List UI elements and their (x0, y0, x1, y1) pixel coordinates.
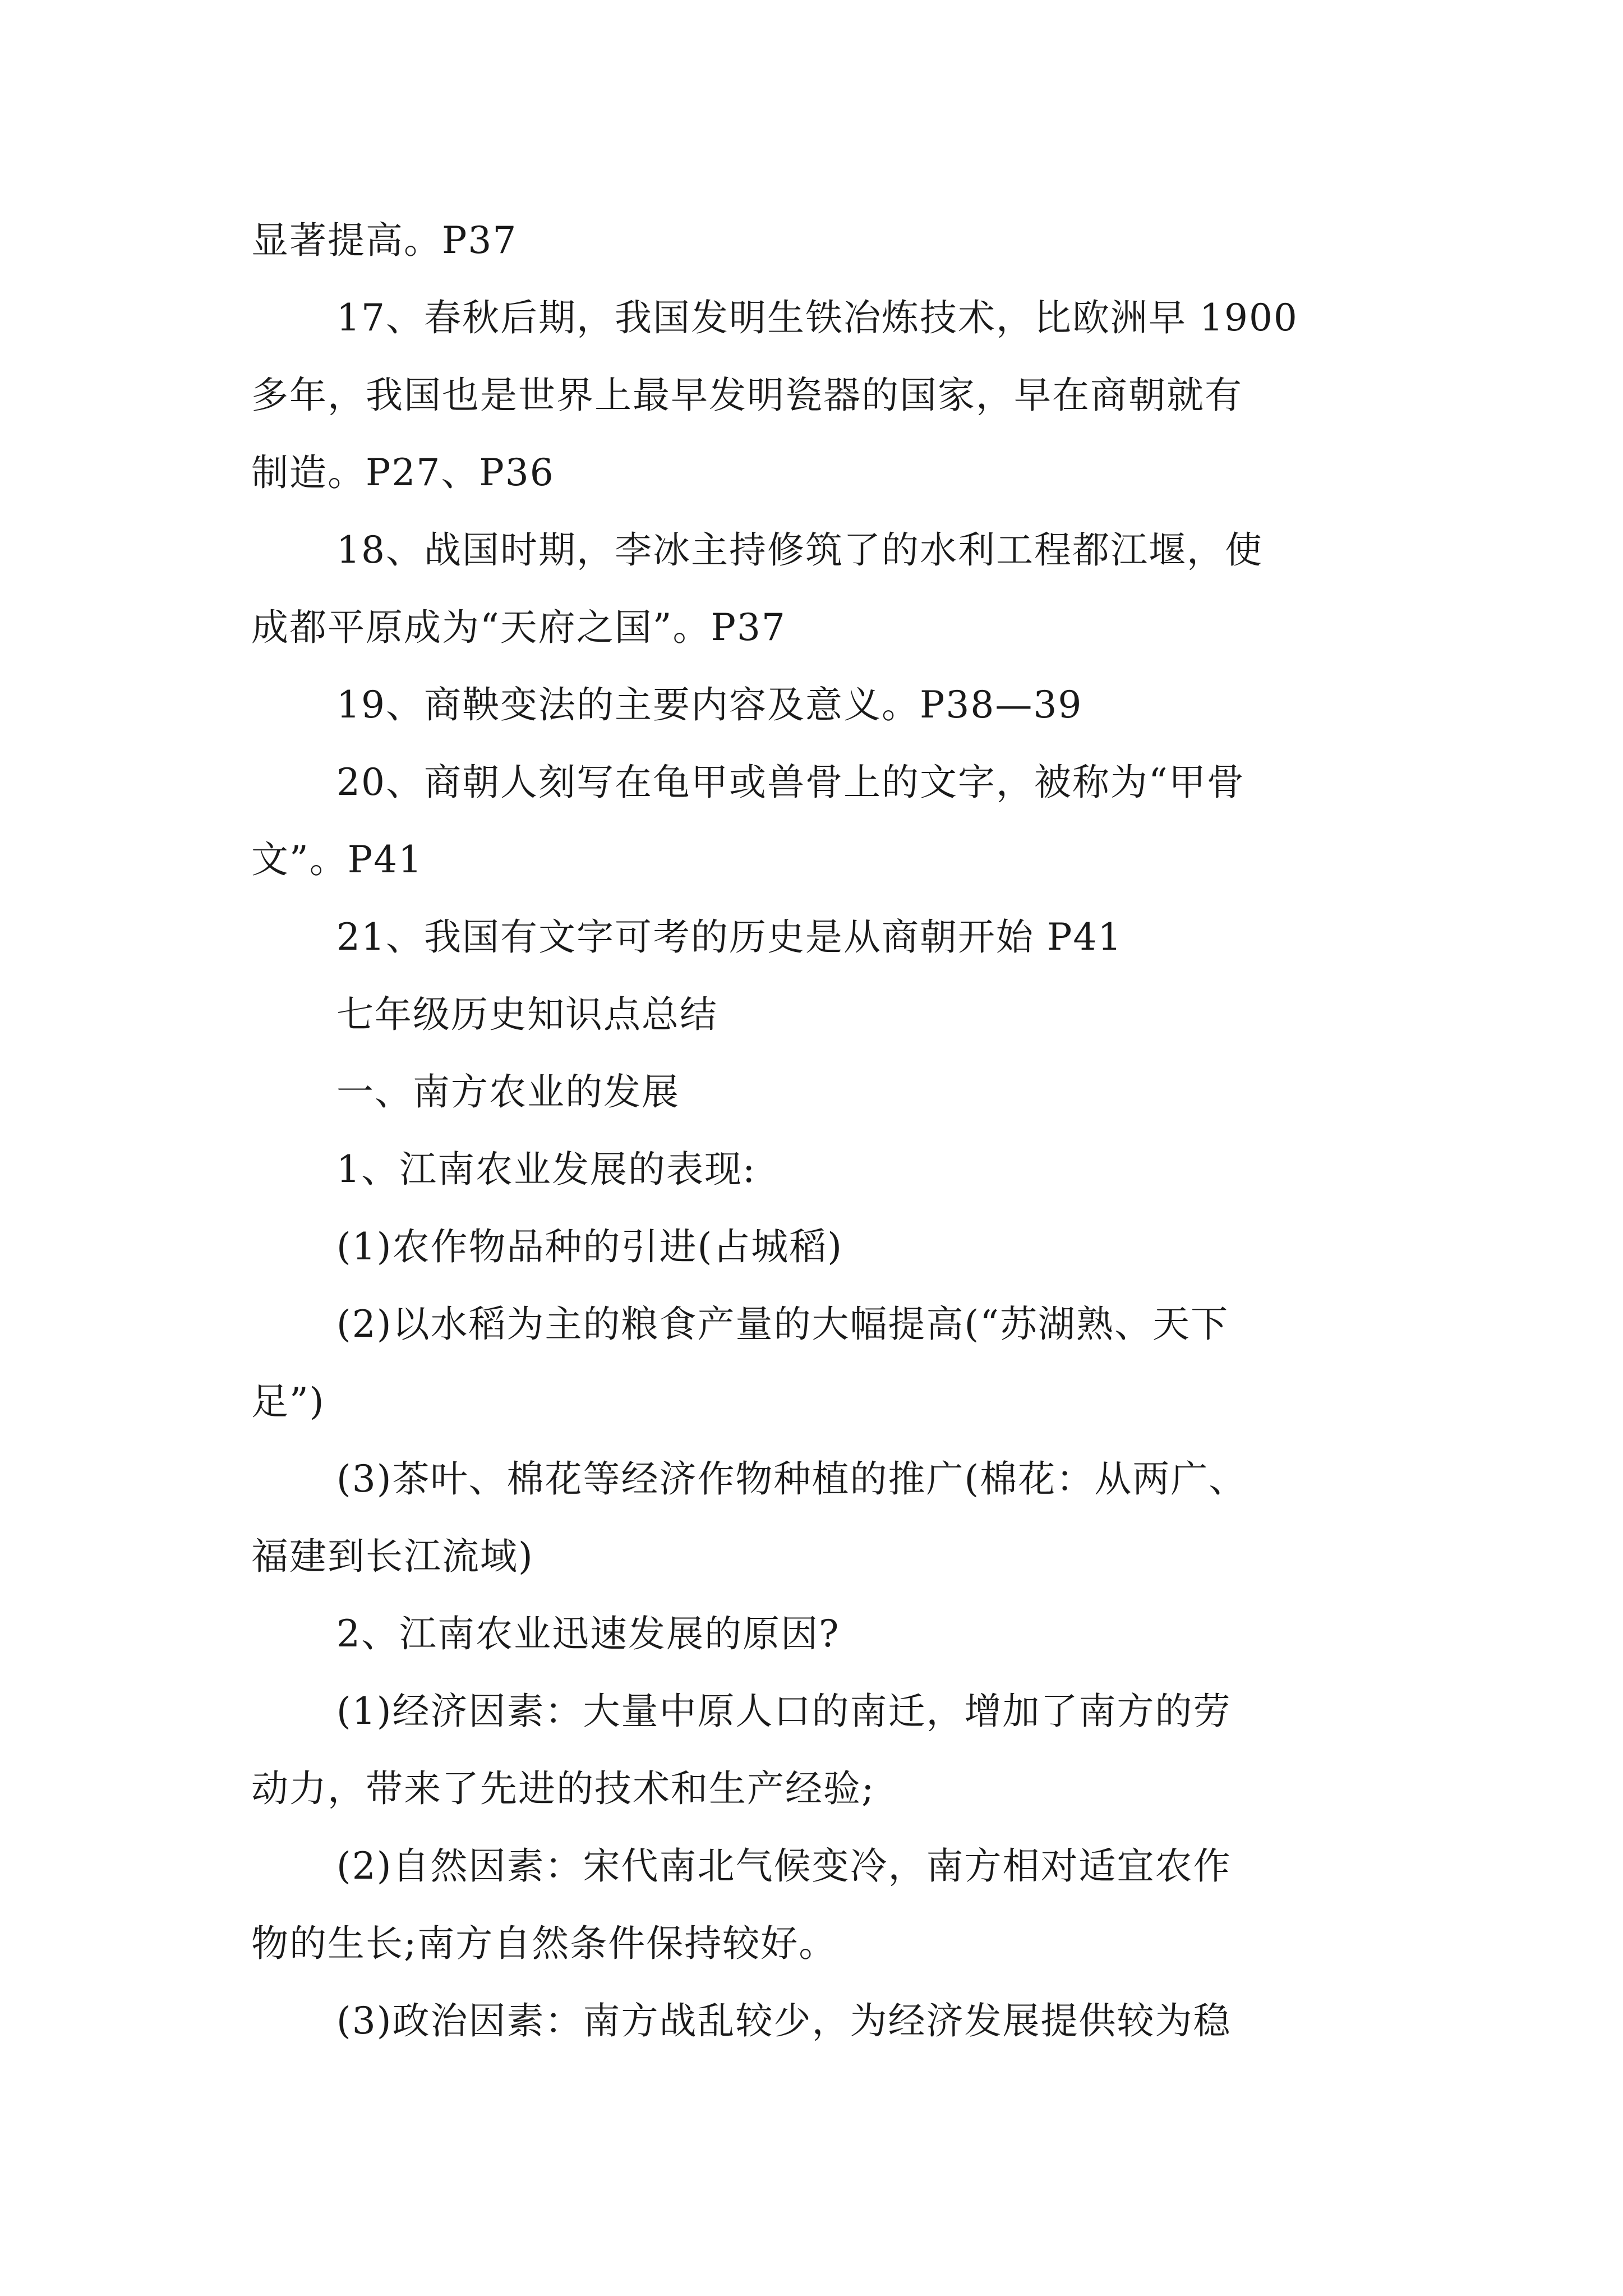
text-line: 物的生长;南方自然条件保持较好。 (251, 1922, 837, 1965)
text-line: 制造。P27、P36 (251, 451, 555, 494)
text-line: 21、我国有文字可考的历史是从商朝开始 P41 (336, 915, 1123, 959)
text-line: 1、江南农业发展的表现: (336, 1148, 757, 1191)
text-line: (3)茶叶、棉花等经济作物种植的推广(棉花：从两广、 (336, 1457, 1247, 1501)
text-line: 动力，带来了先进的技术和生产经验; (251, 1767, 875, 1810)
text-line: 福建到长江流域) (251, 1535, 534, 1578)
text-line: 文”。P41 (251, 838, 423, 881)
text-line: 17、春秋后期，我国发明生铁冶炼技术，比欧洲早 1900 (336, 296, 1298, 339)
text-line: 2、江南农业迅速发展的原因? (336, 1612, 840, 1655)
text-line: (1)经济因素：大量中原人口的南迁，增加了南方的劳 (336, 1690, 1232, 1733)
text-line: 多年，我国也是世界上最早发明瓷器的国家，早在商朝就有 (251, 374, 1243, 417)
text-line: (3)政治因素：南方战乱较少，为经济发展提供较为稳 (336, 1999, 1232, 2042)
text-line: 足”) (251, 1380, 325, 1423)
section-title: 七年级历史知识点总结 (336, 993, 718, 1036)
text-line: 显著提高。P37 (251, 219, 518, 262)
text-line: 18、战国时期，李冰主持修筑了的水利工程都江堰，使 (336, 528, 1263, 572)
text-line: 19、商鞅变法的主要内容及意义。P38—39 (336, 683, 1083, 726)
text-line: (2)自然因素：宋代南北气候变冷，南方相对适宜农作 (336, 1844, 1232, 1888)
text-line: 成都平原成为“天府之国”。P37 (251, 606, 786, 649)
text-line: (2)以水稻为主的粮食产量的大幅提高(“苏湖熟、天下 (336, 1303, 1229, 1346)
text-line: (1)农作物品种的引进(占城稻) (336, 1225, 843, 1268)
text-line: 20、商朝人刻写在龟甲或兽骨上的文字，被称为“甲骨 (336, 761, 1245, 804)
section-heading: 一、南方农业的发展 (336, 1070, 680, 1114)
